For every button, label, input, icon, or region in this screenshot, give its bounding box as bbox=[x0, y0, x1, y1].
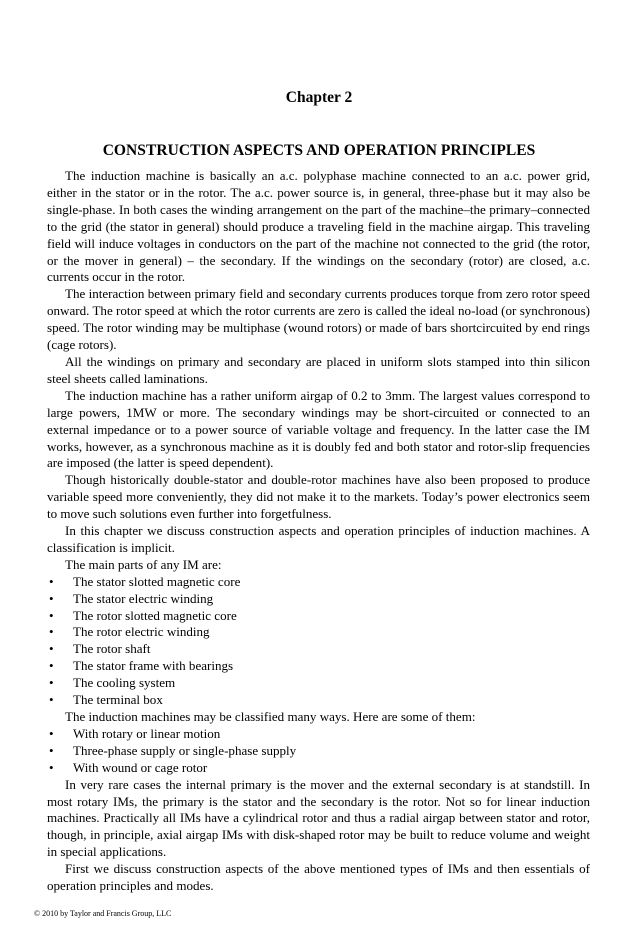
bullet-icon: • bbox=[49, 641, 54, 657]
body-text bbox=[47, 168, 590, 895]
list-item-text: The stator slotted magnetic core bbox=[73, 573, 241, 589]
list-item bbox=[47, 574, 590, 591]
paragraph-6: In this chapter we discuss construction aspects and operation principles of induction machines. A classification is implicit. bbox=[47, 523, 590, 555]
bullet-icon: • bbox=[49, 742, 54, 758]
list-item bbox=[47, 624, 590, 641]
paragraph-3: All the windings on primary and secondary are placed in uniform slots stamped into thin silicon steel sheets called laminations. bbox=[47, 353, 590, 386]
chapter-label: Chapter 2 bbox=[285, 89, 353, 106]
list-item-text: The stator electric winding bbox=[73, 590, 214, 606]
bullet-icon: • bbox=[49, 759, 54, 775]
paragraph-5: Though historically double-stator and double-rotor machines have also been proposed to produce variable speed more conveniently, they did not make it to the markets. Today’s power electronics seem to move such solutions even further into forgetfulness. bbox=[47, 472, 590, 522]
list-item bbox=[47, 591, 590, 608]
paragraph-7: The main parts of any IM are: bbox=[65, 556, 222, 572]
list-item-text: The rotor shaft bbox=[73, 641, 151, 657]
paragraph-8: The induction machines may be classified many ways. Here are some of them: bbox=[65, 709, 476, 724]
list-item bbox=[47, 658, 590, 675]
bullet-icon: • bbox=[49, 624, 54, 640]
bullet-icon: • bbox=[49, 658, 54, 674]
list-item-text: The stator frame with bearings bbox=[73, 658, 234, 674]
list-item-text: The terminal box bbox=[73, 692, 163, 708]
main-parts-list bbox=[47, 574, 590, 709]
list-item bbox=[47, 760, 590, 777]
list-item-text: The rotor slotted magnetic core bbox=[73, 607, 237, 623]
list-item-text: The rotor electric winding bbox=[73, 624, 210, 640]
classification-list bbox=[47, 726, 590, 777]
bullet-icon: • bbox=[49, 607, 54, 623]
list-item bbox=[47, 692, 590, 709]
list-item bbox=[47, 675, 590, 692]
bullet-icon: • bbox=[49, 590, 54, 606]
bullet-icon: • bbox=[49, 692, 54, 708]
list-item-text: With rotary or linear motion bbox=[73, 725, 221, 741]
bullet-icon: • bbox=[49, 675, 54, 691]
bullet-icon: • bbox=[49, 725, 54, 741]
paragraph-10: First we discuss construction aspects of the above mentioned types of IMs and then essentials of operation principles and modes. bbox=[47, 861, 590, 894]
list-item bbox=[47, 743, 590, 760]
footer-copyright: © 2010 by Taylor and Francis Group, LLC bbox=[34, 909, 172, 918]
chapter-title: CONSTRUCTION ASPECTS AND OPERATION PRINCIPLES bbox=[102, 142, 536, 159]
paragraph-2: The interaction between primary field and secondary currents produces torque from zero rotor speed onward. The rotor speed at which the rotor currents are zero is called the ideal no-load (or synchronous) speed. The rotor winding may be multiphase (wound rotors) or made of bars shortcircuited by end rings (cage rotors). bbox=[47, 286, 590, 353]
list-item bbox=[47, 641, 590, 658]
paragraph-4: The induction machine has a rather uniform airgap of 0.2 to 3mm. The largest values correspond to large powers, 1MW or more. The secondary windings may be short-circuited or connected to an external impedance or to a power source of variable voltage and frequency. In the latter case the IM works, however, as a synchronous machine as it is doubly fed and both stator and rotor-slip frequencies are imposed (the latter is speed dependent). bbox=[47, 387, 590, 471]
list-item bbox=[47, 726, 590, 743]
paragraph-1: The induction machine is basically an a.c. polyphase machine connected to an a.c. power grid, either in the stator or in the rotor. The a.c. power source is, in general, three-phase but it may also be single-phase. In both cases the winding arrangement on the part of the machine–the primary–connected to the grid (the stator in general) should produce a traveling field in the machine airgap. This traveling field will induce voltages in conductors on the part of the machine not connected to the grid (the rotor, or the mover in general) – the secondary. If the windings on the secondary (rotor) are closed, a.c. currents occur in the rotor. bbox=[47, 168, 590, 285]
list-item-text: Three-phase supply or single-phase supply bbox=[73, 742, 297, 758]
list-item bbox=[47, 608, 590, 625]
bullet-icon: • bbox=[49, 573, 54, 589]
list-item-text: The cooling system bbox=[73, 675, 176, 691]
paragraph-9: In very rare cases the internal primary is the mover and the external secondary is at standstill. In most rotary IMs, the primary is the stator and the secondary is the rotor. Not so for linear induction machines. Practically all IMs have a cylindrical rotor and thus a radial airgap between stator and rotor, though, in principle, axial airgap IMs with disk-shaped rotor may be built to reduce volume and weight in special applications. bbox=[47, 776, 590, 860]
list-item-text: With wound or cage rotor bbox=[73, 759, 208, 775]
